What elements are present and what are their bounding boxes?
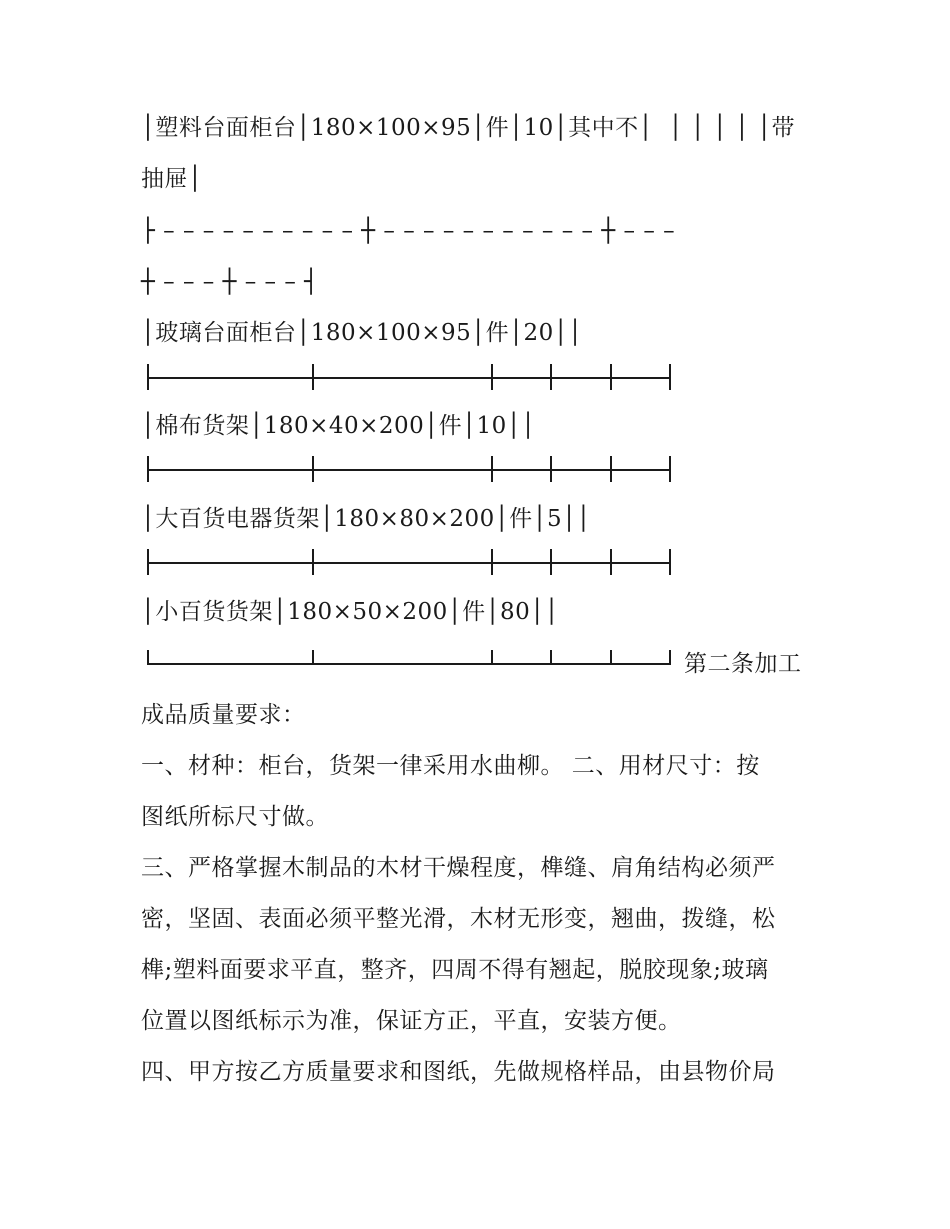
- article-two-heading-continued: 成品质量要求：: [141, 702, 306, 728]
- table-dashed-separator-continued: ┼ – – – ┼ – – – ┤: [141, 269, 319, 295]
- table-row-plastic-counter: │塑料台面柜台│180×100×95│件│10│其中不│ │ │ │ │ │带: [141, 115, 796, 141]
- table-row-glass-counter: │玻璃台面柜台│180×100×95│件│20││: [141, 320, 583, 346]
- table-row-plastic-counter-continued: 抽屉│: [141, 166, 203, 192]
- clause-three-line-1: 三、严格掌握木制品的木材干燥程度，榫缝、肩角结构必须严: [141, 855, 776, 881]
- clause-one-line-1: 一、材种：柜台，货架一律采用水曲柳。 二、用材尺寸：按: [141, 753, 760, 779]
- table-row-appliance-shelf: │大百货电器货架│180×80×200│件│5││: [141, 506, 591, 532]
- table-row-cotton-shelf: │棉布货架│180×40×200│件│10││: [141, 413, 536, 439]
- table-row-small-goods-shelf: │小百货货架│180×50×200│件│80││: [141, 599, 559, 625]
- table-dashed-separator: ├ – – – – – – – – – – ┼ – – – – – – – – – – – ┼ – – –: [141, 218, 676, 244]
- clause-three-line-3: 榫;塑料面要求平直，整齐，四周不得有翘起，脱胶现象;玻璃: [141, 957, 769, 983]
- clause-three-line-4: 位置以图纸标示为准，保证方正，平直，安装方便。: [141, 1008, 682, 1034]
- clause-four-line-1: 四、甲方按乙方质量要求和图纸，先做规格样品，由县物价局: [141, 1059, 776, 1085]
- article-two-heading: 第二条加工: [684, 651, 802, 677]
- clause-one-line-2: 图纸所标尺寸做。: [141, 804, 329, 830]
- clause-three-line-2: 密，坚固、表面必须平整光滑，木材无形变，翘曲，拨缝，松: [141, 906, 776, 932]
